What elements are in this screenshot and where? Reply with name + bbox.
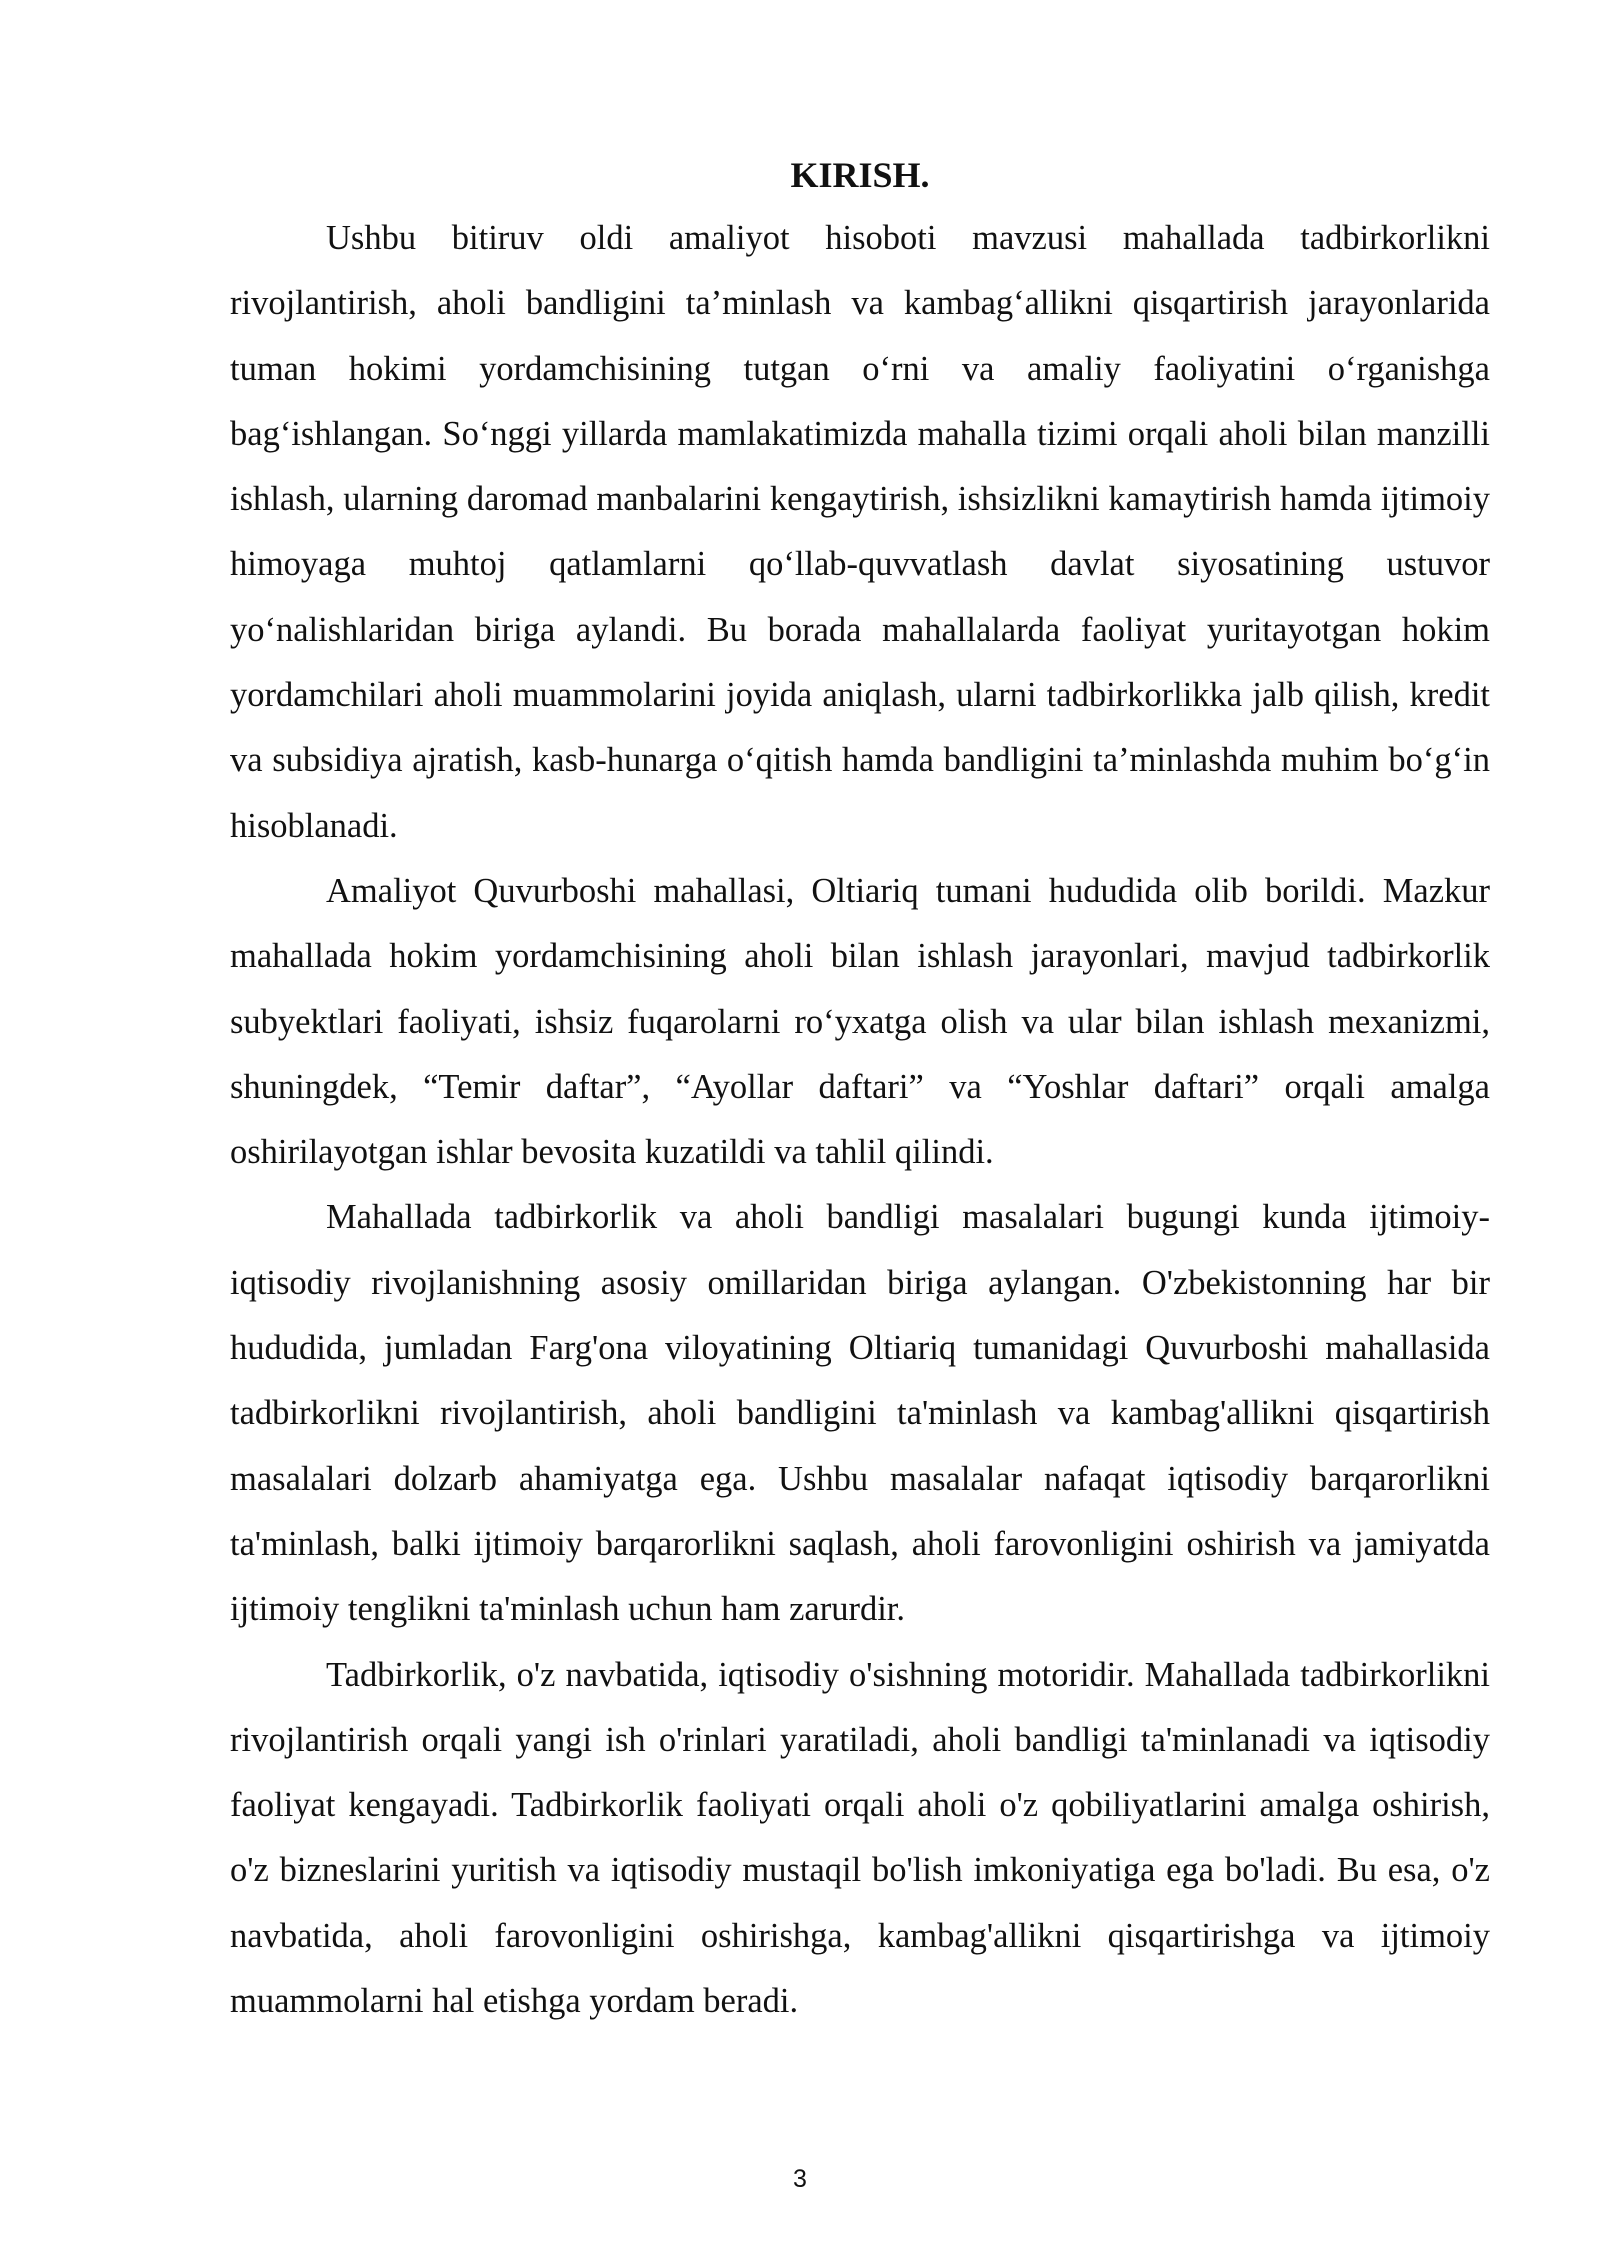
paragraph-entrepreneurship: Tadbirkorlik, o'z navbatida, iqtisodiy o'sishning motoridir. Mahallada tadbirkorlikni rivojlantirish orqali yangi ish o'rinlari yaratiladi, aholi bandligi ta'minlanadi va iqtisodiy faoliyat kengayadi. Tadbirkorlik faoliyati orqali aholi o'z qobiliyatlarini amalga oshirish, o'z bizneslarini yuritish va iqtisodiy mustaqil bo'lish imkoniyatiga ega bo'ladi. Bu esa, o'z navbatida, aholi farovonligini oshirishga, kambag'allikni qisqartirishga va ijtimoiy muammolarni hal etishga yordam beradi.	[230, 1655, 1490, 2021]
paragraph-practice-location: Amaliyot Quvurboshi mahallasi, Oltiariq tumani hududida olib borildi. Mazkur mahallada hokim yordamchisining aholi bilan ishlash jarayonlari, mavjud tadbirkorlik subyektlari faoliyati, ishsiz fuqarolarni ro‘yxatga olish va ular bilan ishlash mexanizmi, shuningdek, “Temir daftar”, “Ayollar daftari” va “Yoshlar daftari” orqali amalga oshirilayotgan ishlar bevosita kuzatildi va tahlil qilindi.	[230, 871, 1490, 1172]
paragraph-intro: Ushbu bitiruv oldi amaliyot hisoboti mavzusi mahallada tadbirkorlikni rivojlantirish, aholi bandligini ta’minlash va kambag‘allikni qisqartirish jarayonlarida tuman hokimi yordamchisining tutgan o‘rni va amaliy faoliyatini o‘rganishga bag‘ishlangan. So‘nggi yillarda mamlakatimizda mahalla tizimi orqali aholi bilan manzilli ishlash, ularning daromad manbalarini kengaytirish, ishsizlikni kamaytirish hamda ijtimoiy himoyaga muhtoj qatlamlarni qo‘llab-quvvatlash davlat siyosatining ustuvor yo‘nalishlaridan biriga aylandi. Bu borada mahallalarda faoliyat yuritayotgan hokim yordamchilari aholi muammolarini joyida aniqlash, ularni tadbirkorlikka jalb qilish, kredit va subsidiya ajratish, kasb-hunarga o‘qitish hamda bandligini ta’minlashda muhim bo‘g‘in hisoblanadi.	[230, 219, 1490, 845]
page-number: 3	[793, 2165, 807, 2193]
paragraph-employment-issues: Mahallada tadbirkorlik va aholi bandligi masalalari bugungi kunda ijtimoiy-iqtisodiy rivojlanishning asosiy omillaridan biriga aylangan. O'zbekistonning har bir hududida, jumladan Farg'ona viloyatining Oltiariq tumanidagi Quvurboshi mahallasida tadbirkorlikni rivojlantirish, aholi bandligini ta'minlash va kambag'allikni qisqartirish masalalari dolzarb ahamiyatga ega. Ushbu masalalar nafaqat iqtisodiy barqarorlikni ta'minlash, balki ijtimoiy barqarorlikni saqlash, aholi farovonligini oshirish va jamiyatda ijtimoiy tenglikni ta'minlash uchun ham zarurdir.	[230, 1198, 1490, 1629]
section-heading: KIRISH.	[790, 155, 930, 195]
page-body	[230, 148, 1490, 2034]
